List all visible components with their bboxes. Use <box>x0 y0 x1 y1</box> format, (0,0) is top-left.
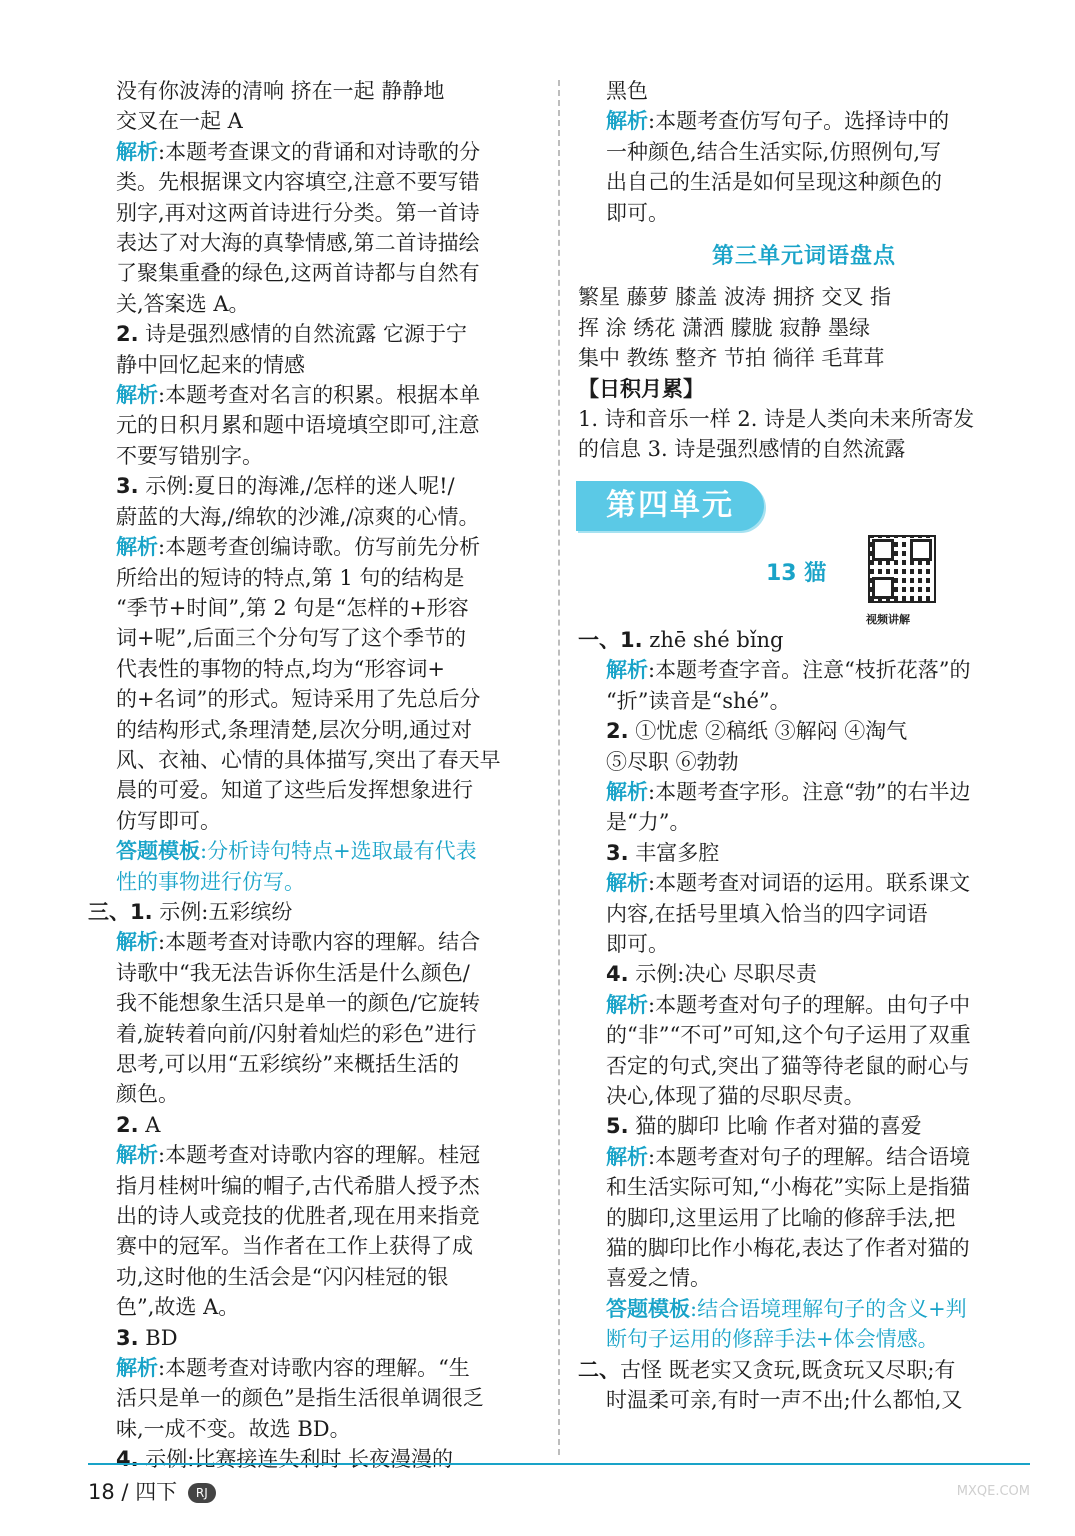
analysis-block: 解析:本题考查创编诗歌。仿写前先分析 所给出的短诗的特点,第 1 句的结构是 “季节+时间”,第 2 句是“怎样的+形容 词+呢”,后面三个分句写了这个季节的 代表性的事物的特点,均为“形容词+ 的+名词”的形式。短诗采用了先总后分 的结构形式,条理清楚,层次分明,通过对 风、衣袖、心情的具体描写,突出了春天早 晨的可爱。知道了这些后发挥想象进行 仿写即可。 <box>116 535 501 833</box>
left-column <box>88 76 540 1475</box>
analysis-label: 解析 <box>116 139 158 164</box>
analysis-block: 解析:本题考查对名言的积累。根据本单 元的日积月累和题中语境填空即可,注意 不要写错别字。 <box>116 383 481 468</box>
analysis-block: 解析:本题考查课文的背诵和对诗歌的分 类。先根据课文内容填空,注意不要写错 别字,再对这两首诗进行分类。第一首诗 表达了对大海的真挚情感,第二首诗描绘 了聚集重叠的绿色,这两首诗都与自然有 关,答案选 A。 <box>116 139 481 316</box>
analysis-label: 解析 <box>116 535 158 560</box>
answer-continued: 黑色 解析:本题考查仿写句子。选择诗中的 一种颜色,结合生活实际,仿照例句,写 出自己的生活是如何呈现这种颜色的 即可。 <box>606 79 950 225</box>
riji-heading: 【日积月累】 <box>578 376 704 401</box>
column-divider <box>558 80 560 1455</box>
lesson-header <box>578 535 1030 625</box>
page-footer: 18 / 四下 RJ <box>88 1476 216 1506</box>
edition-badge: RJ <box>188 1483 216 1503</box>
page-number: 18 <box>88 1480 115 1504</box>
question-2: 2. 诗是强烈感情的自然流露 它源于宁 静中回忆起来的情感 <box>116 322 467 377</box>
analysis-label: 解析 <box>606 871 648 896</box>
template-label: 答题模板 <box>606 1296 690 1321</box>
vocab-heading: 第三单元词语盘点 <box>711 244 896 270</box>
answer-template: 答题模板:分析诗句特点+选取最有代表 性的事物进行仿写。 <box>116 839 477 894</box>
answer-template: 答题模板:结合语境理解句子的含义+判 断句子运用的修辞手法+体会情感。 <box>606 1296 967 1352</box>
analysis-label: 解析 <box>606 992 648 1017</box>
analysis-label: 解析 <box>606 1144 648 1169</box>
answer-line: 交叉在一起 A <box>116 109 243 134</box>
template-label: 答题模板 <box>116 839 200 864</box>
answer-line: 没有你波涛的清响 挤在一起 静静地 <box>116 79 445 103</box>
section-2: 二、古怪 既老实又贪玩,既贪玩又尽职;有 时温柔可亲,有时一声不出;什么都怕,又 <box>578 1357 963 1413</box>
unit-banner: 第四单元 <box>576 481 764 531</box>
grade-label: 四下 <box>135 1480 178 1504</box>
analysis-label: 解析 <box>116 1356 158 1381</box>
qr-caption: 视频讲解 <box>866 612 910 626</box>
analysis-label: 解析 <box>606 779 648 804</box>
analysis-label: 解析 <box>116 1143 158 1168</box>
section-label: 三、 <box>88 899 130 924</box>
section-label: 一、 <box>578 627 620 652</box>
qr-code-icon[interactable] <box>868 535 936 603</box>
riji-list: 1. 诗和音乐一样 2. 诗是人类向未来所寄发 的信息 3. 诗是强烈感情的自然流露 <box>578 407 975 462</box>
analysis-label: 解析 <box>606 109 648 134</box>
analysis-label: 解析 <box>606 658 648 683</box>
lesson-title: 13 猫 <box>766 560 827 586</box>
question-3: 3. 示例:夏日的海滩,/怎样的迷人呢!/ 蔚蓝的大海,/绵软的沙滩,/凉爽的心情。 <box>116 474 480 529</box>
analysis-label: 解析 <box>116 383 158 408</box>
right-column <box>578 76 1030 1415</box>
section-label: 二、 <box>578 1357 620 1382</box>
section-1: 一、1. zhē shé bǐng 解析:本题考查字音。注意“枝折花落”的 “折”读音是“shé”。 2. ①忧虑 ②稿纸 ③解闷 ④淘气 ⑤尽职 ⑥勃勃 解析:本题考查字形。注意“勃”的右半边 是“力”。 3. 丰富多腔 解析:本题考查对词语的运用。联系课文 内容,在括号里填入恰当的四字词语 即可。 4. 示例:决心 尽职尽责 解析:本题考查对句子的理解。由句子中 的“非”“不可”可知,这个句子运用了双重 否定的句式,突出了猫等待老鼠的耐心与 决心,体现了猫的尽职尽责。 5. 猫的脚印 比喻 作者对猫的喜爱 解析:本题考查对句子的理解。结合语境 和生活实际可知,“小梅花”实际上是指猫 的脚印,这里运用了比喻的修辞手法,把 猫的脚印比作小梅花,表达了作者对猫的 喜爱之情。 答题模板:结合语境理解句子的含义+判 断句子运用的修辞手法+体会情感。 <box>578 625 1030 1355</box>
analysis-label: 解析 <box>116 930 158 955</box>
section-3: 三、1. 示例:五彩缤纷 解析:本题考查对诗歌内容的理解。结合 诗歌中“我无法告诉你生活是什么颜色/ 我不能想象生活只是单一的颜色/它旋转 着,旋转着向前/闪射着灿烂的彩色”进行 思考,可以用“五彩缤纷”来概括生活的 颜色。 2. A 解析:本题考查对诗歌内容的理解。桂冠 指月桂树叶编的帽子,古代希腊人授予杰 出的诗人或竞技的优胜者,现在用来指竞 赛中的冠军。当作者在工作上获得了成 功,这时他的生活会是“闪闪桂冠的银 色”,故选 A。 3. BD 解析:本题考查对诗歌内容的理解。“生 活只是单一的颜色”是指生活很单调很乏 味,一成不变。故选 BD。 4. 示例:比赛接连失利时 长夜漫漫的 <box>88 899 484 1472</box>
vocab-list: 繁星 藤萝 膝盖 波涛 拥挤 交叉 指 挥 涂 绣花 潇洒 朦胧 寂静 墨绿 集中 教练 整齐 节拍 徜徉 毛茸茸 <box>578 285 892 371</box>
watermark: MXQE.COM <box>956 1484 1030 1499</box>
